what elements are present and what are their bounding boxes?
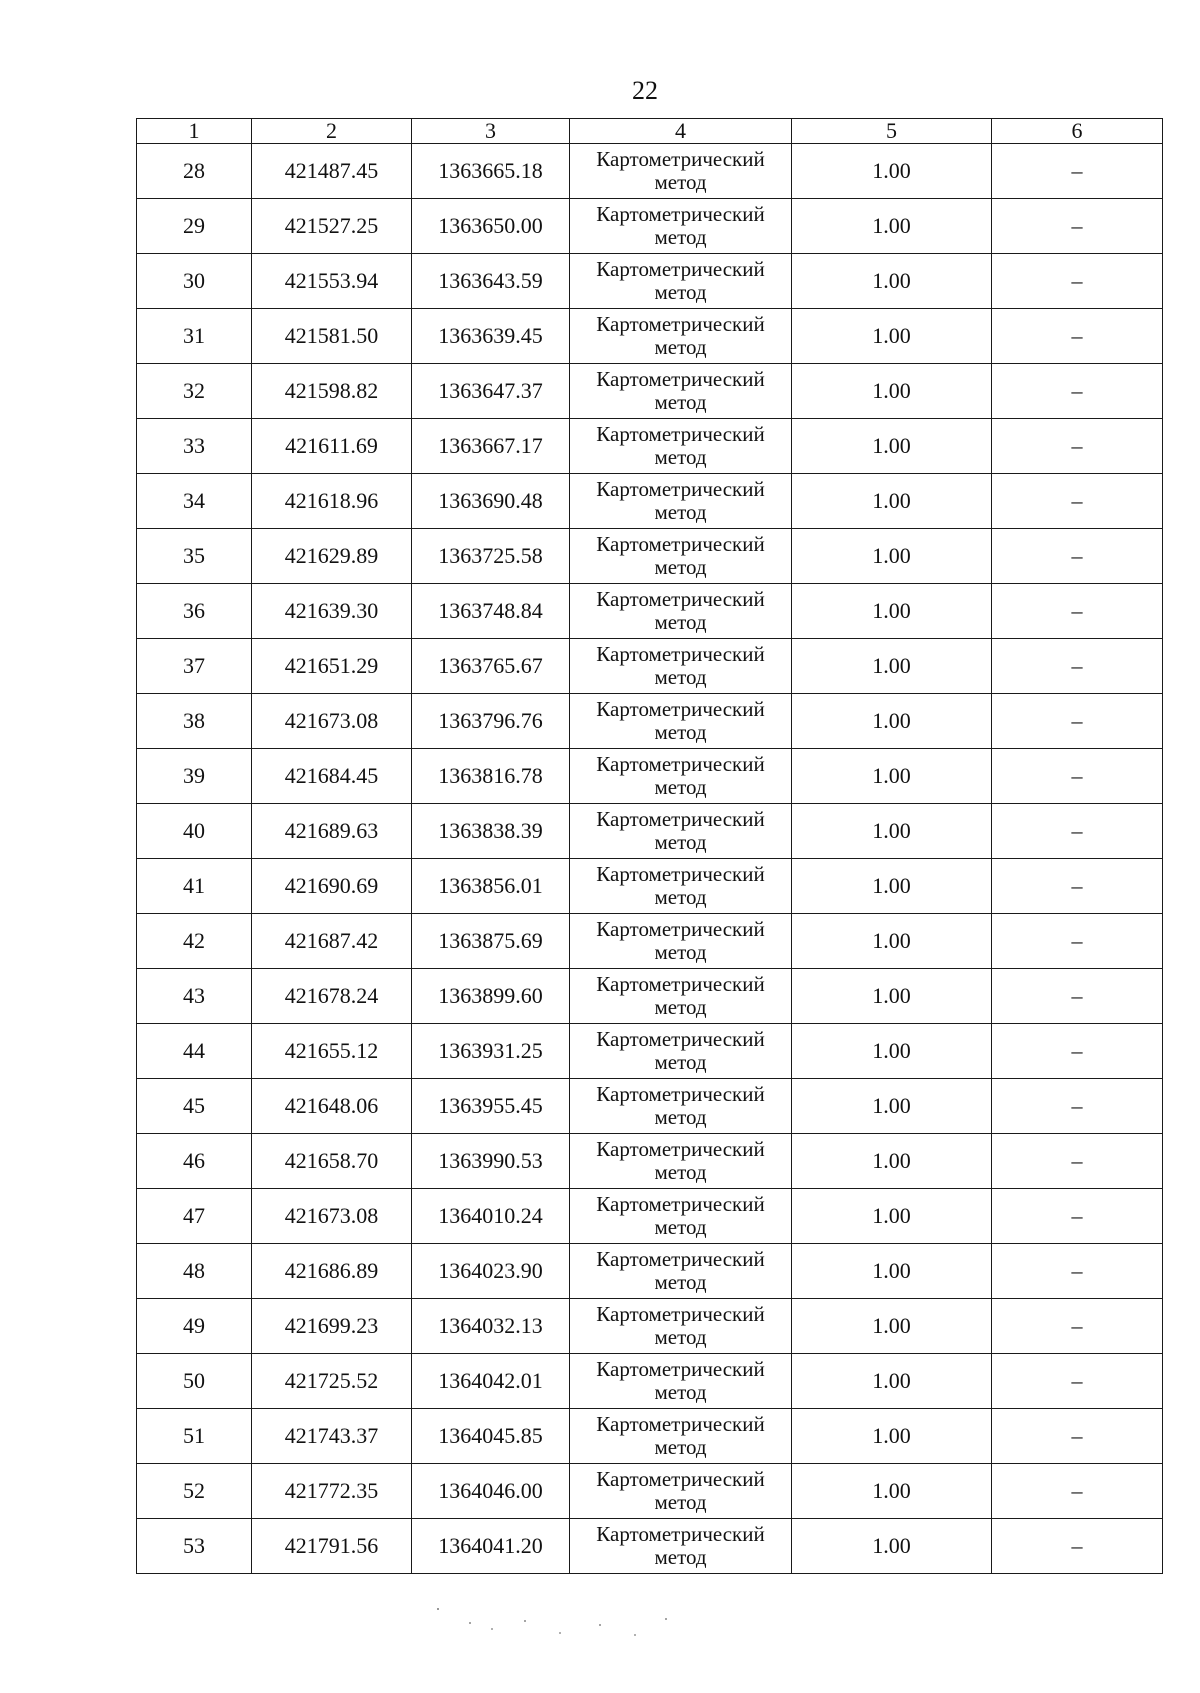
note-cell: – [992,804,1163,859]
method-line-1: Картометрический [596,587,765,611]
accuracy-cell: 1.00 [792,969,992,1024]
point-number-cell: 51 [137,1409,252,1464]
table-row [137,914,1163,969]
table-row [137,529,1163,584]
method-line-1: Картометрический [596,1247,765,1271]
y-coordinate-cell: 1363643.59 [412,254,570,309]
accuracy-cell: 1.00 [792,364,992,419]
y-coordinate-cell: 1364042.01 [412,1354,570,1409]
method-cell [570,364,792,419]
note-cell: – [992,969,1163,1024]
point-number-cell: 50 [137,1354,252,1409]
note-cell: – [992,419,1163,474]
x-coordinate-cell: 421658.70 [252,1134,412,1189]
point-number-cell: 43 [137,969,252,1024]
y-coordinate-cell: 1363931.25 [412,1024,570,1079]
point-number-cell: 49 [137,1299,252,1354]
table-row [137,1079,1163,1134]
x-coordinate-cell: 421678.24 [252,969,412,1024]
method-cell [570,804,792,859]
y-coordinate-cell: 1363665.18 [412,144,570,199]
x-coordinate-cell: 421743.37 [252,1409,412,1464]
note-cell: – [992,1354,1163,1409]
note-cell: – [992,1134,1163,1189]
accuracy-cell: 1.00 [792,584,992,639]
table-row [137,1189,1163,1244]
point-number-cell: 53 [137,1519,252,1574]
table-row [137,804,1163,859]
point-number-cell: 35 [137,529,252,584]
x-coordinate-cell: 421725.52 [252,1354,412,1409]
table-row [137,474,1163,529]
method-line-1: Картометрический [596,1412,765,1436]
point-number-cell: 29 [137,199,252,254]
method-line-2: метод [654,1435,707,1459]
table-row [137,1244,1163,1299]
x-coordinate-cell: 421791.56 [252,1519,412,1574]
accuracy-cell: 1.00 [792,1299,992,1354]
method-line-2: метод [654,1160,707,1184]
table-row [137,1464,1163,1519]
x-coordinate-cell: 421611.69 [252,419,412,474]
note-cell: – [992,749,1163,804]
method-line-2: метод [654,830,707,854]
method-line-1: Картометрический [596,147,765,171]
y-coordinate-cell: 1363990.53 [412,1134,570,1189]
x-coordinate-cell: 421651.29 [252,639,412,694]
point-number-cell: 39 [137,749,252,804]
point-number-cell: 31 [137,309,252,364]
method-line-2: метод [654,170,707,194]
note-cell: – [992,914,1163,969]
accuracy-cell: 1.00 [792,1189,992,1244]
method-cell [570,584,792,639]
accuracy-cell: 1.00 [792,1464,992,1519]
method-line-1: Картометрический [596,532,765,556]
method-line-1: Картометрический [596,1357,765,1381]
method-line-1: Картометрический [596,422,765,446]
method-line-1: Картометрический [596,917,765,941]
table-row [137,1354,1163,1409]
accuracy-cell: 1.00 [792,254,992,309]
x-coordinate-cell: 421687.42 [252,914,412,969]
note-cell: – [992,364,1163,419]
accuracy-cell: 1.00 [792,309,992,364]
note-cell: – [992,144,1163,199]
method-line-2: метод [654,335,707,359]
table-row [137,309,1163,364]
method-line-2: метод [654,1105,707,1129]
method-cell [570,419,792,474]
x-coordinate-cell: 421673.08 [252,1189,412,1244]
accuracy-cell: 1.00 [792,1079,992,1134]
method-line-1: Картометрический [596,862,765,886]
y-coordinate-cell: 1363899.60 [412,969,570,1024]
y-coordinate-cell: 1363667.17 [412,419,570,474]
note-cell: – [992,1464,1163,1519]
method-cell [570,1134,792,1189]
table-row [137,364,1163,419]
note-cell: – [992,1079,1163,1134]
method-line-2: метод [654,885,707,909]
note-cell: – [992,1024,1163,1079]
point-number-cell: 32 [137,364,252,419]
method-line-2: метод [654,1050,707,1074]
method-cell [570,969,792,1024]
accuracy-cell: 1.00 [792,419,992,474]
y-coordinate-cell: 1364041.20 [412,1519,570,1574]
method-line-1: Картометрический [596,972,765,996]
method-line-1: Картометрический [596,807,765,831]
method-cell [570,529,792,584]
method-line-1: Картометрический [596,1137,765,1161]
table-row [137,419,1163,474]
method-line-2: метод [654,1380,707,1404]
x-coordinate-cell: 421684.45 [252,749,412,804]
y-coordinate-cell: 1363816.78 [412,749,570,804]
note-cell: – [992,254,1163,309]
note-cell: – [992,694,1163,749]
table-row [137,1299,1163,1354]
method-cell [570,309,792,364]
x-coordinate-cell: 421581.50 [252,309,412,364]
header-row [137,119,1163,144]
note-cell: – [992,474,1163,529]
accuracy-cell: 1.00 [792,1134,992,1189]
y-coordinate-cell: 1363650.00 [412,199,570,254]
table-row [137,254,1163,309]
method-cell [570,1409,792,1464]
table-row [137,639,1163,694]
method-cell [570,639,792,694]
method-line-1: Картометрический [596,1082,765,1106]
x-coordinate-cell: 421629.89 [252,529,412,584]
method-cell [570,474,792,529]
note-cell: – [992,859,1163,914]
column-header-2: 2 [252,119,412,144]
accuracy-cell: 1.00 [792,914,992,969]
scan-artifact-dots [430,1605,690,1645]
x-coordinate-cell: 421686.89 [252,1244,412,1299]
method-line-2: метод [654,995,707,1019]
accuracy-cell: 1.00 [792,199,992,254]
x-coordinate-cell: 421690.69 [252,859,412,914]
point-number-cell: 33 [137,419,252,474]
page-number: 22 [632,76,658,105]
y-coordinate-cell: 1363875.69 [412,914,570,969]
y-coordinate-cell: 1363856.01 [412,859,570,914]
y-coordinate-cell: 1364046.00 [412,1464,570,1519]
method-line-1: Картометрический [596,1192,765,1216]
note-cell: – [992,1299,1163,1354]
y-coordinate-cell: 1363765.67 [412,639,570,694]
accuracy-cell: 1.00 [792,529,992,584]
point-number-cell: 37 [137,639,252,694]
table-row [137,694,1163,749]
table-row [137,1519,1163,1574]
y-coordinate-cell: 1363647.37 [412,364,570,419]
accuracy-cell: 1.00 [792,1409,992,1464]
table-row [137,584,1163,639]
y-coordinate-cell: 1364032.13 [412,1299,570,1354]
accuracy-cell: 1.00 [792,694,992,749]
method-cell [570,1024,792,1079]
x-coordinate-cell: 421655.12 [252,1024,412,1079]
method-line-2: метод [654,390,707,414]
method-cell [570,199,792,254]
method-line-2: метод [654,445,707,469]
note-cell: – [992,1244,1163,1299]
point-number-cell: 46 [137,1134,252,1189]
note-cell: – [992,1409,1163,1464]
method-cell [570,1464,792,1519]
point-number-cell: 48 [137,1244,252,1299]
method-line-1: Картометрический [596,312,765,336]
table-row [137,1134,1163,1189]
method-line-1: Картометрический [596,202,765,226]
method-line-2: метод [654,225,707,249]
column-header-4: 4 [570,119,792,144]
x-coordinate-cell: 421598.82 [252,364,412,419]
method-cell [570,254,792,309]
method-cell [570,1079,792,1134]
method-cell [570,749,792,804]
y-coordinate-cell: 1364023.90 [412,1244,570,1299]
method-cell [570,859,792,914]
method-line-1: Картометрический [596,752,765,776]
x-coordinate-cell: 421527.25 [252,199,412,254]
method-line-1: Картометрический [596,1522,765,1546]
y-coordinate-cell: 1363838.39 [412,804,570,859]
table-row [137,749,1163,804]
note-cell: – [992,584,1163,639]
method-line-1: Картометрический [596,1467,765,1491]
point-number-cell: 44 [137,1024,252,1079]
table-row [137,144,1163,199]
method-cell [570,1519,792,1574]
point-number-cell: 47 [137,1189,252,1244]
point-number-cell: 45 [137,1079,252,1134]
x-coordinate-cell: 421673.08 [252,694,412,749]
y-coordinate-cell: 1363796.76 [412,694,570,749]
table-header [137,119,1163,144]
y-coordinate-cell: 1363639.45 [412,309,570,364]
table-row [137,1024,1163,1079]
note-cell: – [992,1189,1163,1244]
note-cell: – [992,1519,1163,1574]
table-body [137,144,1163,1574]
y-coordinate-cell: 1363748.84 [412,584,570,639]
method-line-1: Картометрический [596,257,765,281]
column-header-6: 6 [992,119,1163,144]
table-row [137,199,1163,254]
method-line-2: метод [654,940,707,964]
note-cell: – [992,199,1163,254]
method-line-2: метод [654,1270,707,1294]
method-line-2: метод [654,280,707,304]
method-line-2: метод [654,610,707,634]
method-line-2: метод [654,665,707,689]
coordinates-table [136,118,1163,1574]
accuracy-cell: 1.00 [792,474,992,529]
table-row [137,1409,1163,1464]
point-number-cell: 36 [137,584,252,639]
accuracy-cell: 1.00 [792,1024,992,1079]
x-coordinate-cell: 421772.35 [252,1464,412,1519]
method-cell [570,1189,792,1244]
point-number-cell: 28 [137,144,252,199]
method-line-2: метод [654,1545,707,1569]
method-line-1: Картометрический [596,477,765,501]
point-number-cell: 30 [137,254,252,309]
method-line-1: Картометрический [596,1302,765,1326]
point-number-cell: 40 [137,804,252,859]
method-line-1: Картометрический [596,642,765,666]
accuracy-cell: 1.00 [792,144,992,199]
y-coordinate-cell: 1363725.58 [412,529,570,584]
y-coordinate-cell: 1364010.24 [412,1189,570,1244]
x-coordinate-cell: 421699.23 [252,1299,412,1354]
y-coordinate-cell: 1363690.48 [412,474,570,529]
accuracy-cell: 1.00 [792,859,992,914]
method-cell [570,914,792,969]
x-coordinate-cell: 421618.96 [252,474,412,529]
method-cell [570,1354,792,1409]
x-coordinate-cell: 421553.94 [252,254,412,309]
accuracy-cell: 1.00 [792,1354,992,1409]
method-line-2: метод [654,720,707,744]
point-number-cell: 42 [137,914,252,969]
note-cell: – [992,529,1163,584]
note-cell: – [992,309,1163,364]
y-coordinate-cell: 1363955.45 [412,1079,570,1134]
method-line-2: метод [654,775,707,799]
x-coordinate-cell: 421487.45 [252,144,412,199]
point-number-cell: 34 [137,474,252,529]
method-cell [570,1299,792,1354]
point-number-cell: 52 [137,1464,252,1519]
method-line-2: метод [654,500,707,524]
x-coordinate-cell: 421648.06 [252,1079,412,1134]
method-line-2: метод [654,1325,707,1349]
method-line-1: Картометрический [596,1027,765,1051]
column-header-1: 1 [137,119,252,144]
table-row [137,859,1163,914]
accuracy-cell: 1.00 [792,639,992,694]
method-line-1: Картометрический [596,697,765,721]
column-header-3: 3 [412,119,570,144]
method-cell [570,144,792,199]
accuracy-cell: 1.00 [792,1244,992,1299]
accuracy-cell: 1.00 [792,804,992,859]
column-header-5: 5 [792,119,992,144]
method-line-2: метод [654,1215,707,1239]
method-line-1: Картометрический [596,367,765,391]
x-coordinate-cell: 421689.63 [252,804,412,859]
note-cell: – [992,639,1163,694]
x-coordinate-cell: 421639.30 [252,584,412,639]
accuracy-cell: 1.00 [792,1519,992,1574]
point-number-cell: 38 [137,694,252,749]
table-row [137,969,1163,1024]
point-number-cell: 41 [137,859,252,914]
method-cell [570,1244,792,1299]
method-line-2: метод [654,555,707,579]
y-coordinate-cell: 1364045.85 [412,1409,570,1464]
method-line-2: метод [654,1490,707,1514]
method-cell [570,694,792,749]
accuracy-cell: 1.00 [792,749,992,804]
